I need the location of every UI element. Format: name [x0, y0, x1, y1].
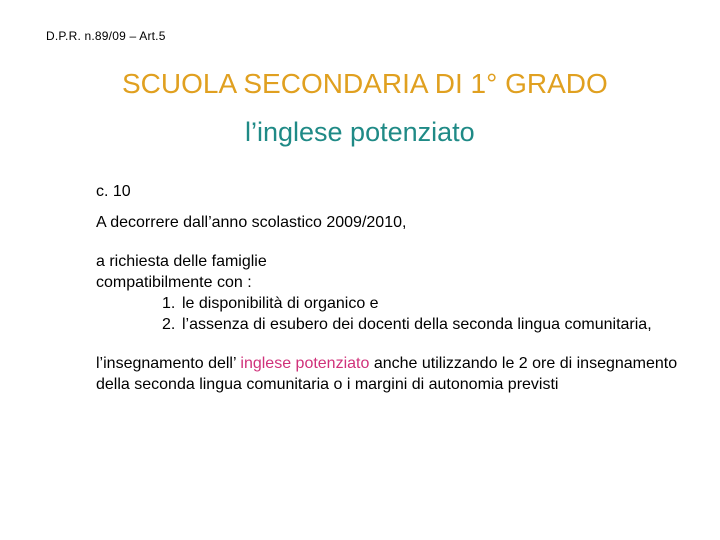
- request-line: a richiesta delle famiglie: [96, 253, 267, 270]
- start-text: A decorrere dall’anno scolastico 2009/2010,: [96, 214, 407, 231]
- compatibility-line: compatibilmente con :: [96, 274, 252, 291]
- condition-item: [96, 314, 696, 335]
- final-text-after: anche utilizzando le 2 ore di insegnamento della seconda lingua comunitaria o i margini di autonomia previsti: [96, 355, 678, 393]
- condition-text: l’assenza di esubero dei docenti della seconda lingua comunitaria,: [182, 316, 652, 333]
- condition-item: [96, 293, 696, 314]
- slide-subtitle: l’inglese potenziato: [245, 117, 475, 147]
- final-text-before: l’insegnamento dell’: [96, 355, 241, 372]
- slide-body: [96, 181, 696, 395]
- condition-number: 1.: [162, 295, 176, 312]
- condition-text: le disponibilità di organico e: [182, 295, 379, 312]
- conditions-list: [96, 293, 696, 335]
- clause-label: c. 10: [96, 183, 131, 200]
- document-reference: D.P.R. n.89/09 – Art.5: [46, 29, 166, 43]
- condition-number: 2.: [162, 316, 176, 333]
- final-text: [96, 353, 696, 395]
- slide-title: SCUOLA SECONDARIA DI 1° GRADO: [122, 68, 608, 99]
- highlighted-term: inglese potenziato: [240, 355, 370, 372]
